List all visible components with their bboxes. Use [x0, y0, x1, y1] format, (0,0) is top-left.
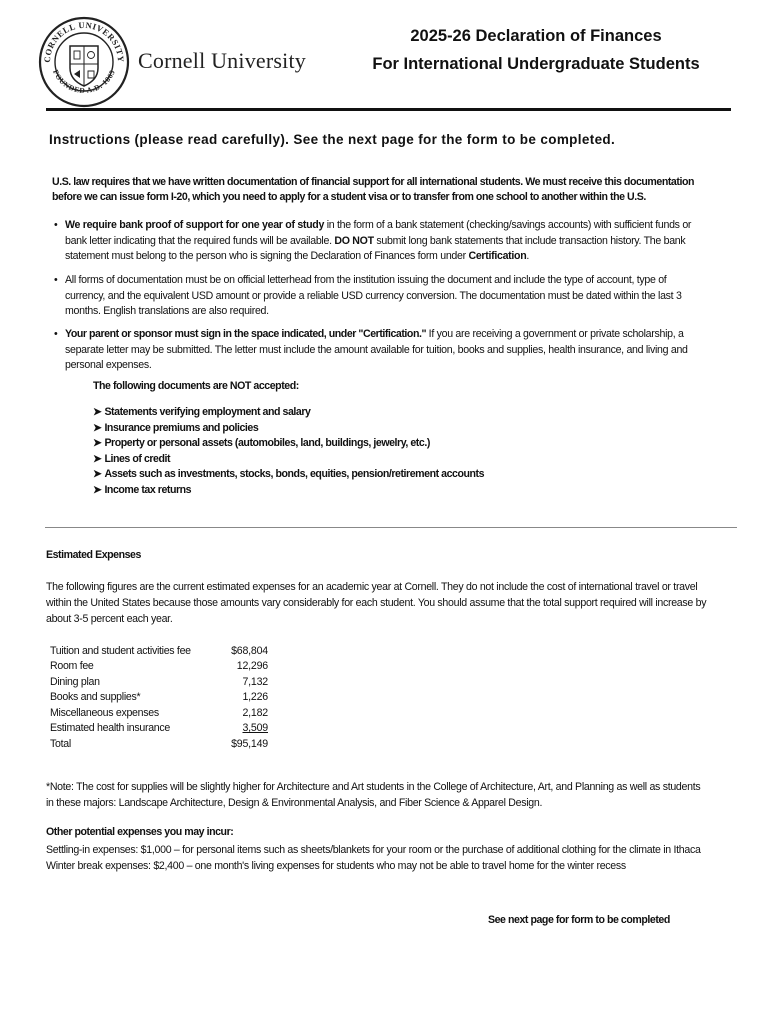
bullet-3-text: If you are receiving a government or private scholarship, a	[426, 328, 684, 340]
expense-value: 3,509	[242, 722, 268, 734]
see-next-page-note: See next page for form to be completed	[488, 914, 670, 926]
not-accepted-text: Income tax returns	[104, 484, 192, 496]
intro-line-1: The following figures are the current estimated expenses for an academic year at Cornell. They do not include the cost of international travel or travel	[46, 581, 698, 593]
bullet-1-text-4: statement must belong to the person who is signing the Declaration of Finances form under	[65, 250, 469, 262]
expense-value: 2,182	[242, 707, 268, 719]
bullet-1-bold: We require bank proof of support for one year of study	[65, 219, 325, 231]
page-title: 2025-26 Declaration of Finances	[410, 27, 662, 45]
arrow-icon: ➤	[93, 484, 102, 496]
expense-total-value: $95,149	[231, 738, 268, 750]
arrow-icon: ➤	[93, 422, 102, 434]
not-accepted-item	[93, 422, 258, 434]
not-accepted-item	[93, 453, 170, 465]
header-divider	[46, 108, 731, 111]
not-accepted-item	[93, 484, 191, 496]
bullet-2-line-2: currency, and the equivalent USD amount or provide a reliable USD currency conversion. The documentation must be dated within the last 3	[65, 289, 682, 302]
expense-value: 1,226	[242, 691, 268, 703]
seal-text-bottom: FOUNDED A.D. 1865	[51, 68, 117, 96]
cornell-seal-icon	[38, 16, 130, 108]
not-accepted-item	[93, 468, 484, 480]
other-line-1: Settling-in expenses: $1,000 – for personal items such as sheets/blankets for your room or the purchase of additional clothing for the climate in Ithaca	[46, 844, 701, 856]
not-accepted-text: Lines of credit	[104, 453, 171, 465]
bullet-1-text-5: .	[526, 250, 530, 262]
bullet-3-line-3: personal expenses.	[65, 359, 152, 371]
bullet-3-bold: Your parent or sponsor must sign in the space indicated, under "Certification."	[65, 328, 427, 340]
other-line-2: Winter break expenses: $2,400 – one month's living expenses for students who may not be able to travel home for the winter recess	[46, 860, 626, 872]
expense-label: Tuition and student activities fee	[50, 645, 191, 657]
intro-line-3: about 3-5 percent each year.	[46, 613, 173, 625]
not-accepted-item	[93, 437, 430, 449]
section-divider	[45, 527, 737, 528]
not-accepted-item	[93, 406, 310, 418]
arrow-icon: ➤	[93, 437, 102, 449]
supplies-note	[46, 779, 738, 811]
instructions-lead	[52, 175, 712, 205]
seal-text-top: CORNELL UNIVERSITY	[41, 19, 127, 63]
not-accepted-text: Statements verifying employment and salary	[104, 406, 311, 418]
expenses-intro	[46, 579, 738, 627]
expense-value: 12,296	[236, 660, 268, 672]
bullet-1-text-3: submit long bank statements that include transaction history. The bank	[373, 234, 686, 247]
expense-label: Room fee	[50, 660, 94, 672]
other-expenses	[46, 842, 738, 874]
note-line-2: in these majors: Landscape Architecture, Design & Environmental Analysis, and Fiber Science & Apparel Design.	[46, 797, 543, 809]
expense-label: Books and supplies*	[50, 691, 141, 703]
bullet-dot: •	[54, 219, 58, 231]
expense-value: 7,132	[242, 676, 268, 688]
note-line-1: *Note: The cost for supplies will be slightly higher for Architecture and Art students in the College of Architecture, Art, and Planning as well as students	[46, 781, 701, 793]
bullet-1-text-2: bank letter indicating that the required funds will be available.	[65, 234, 335, 247]
intro-line-2: within the United States because those amounts vary considerably for each student. You should assume that the total support required will increase by	[46, 597, 707, 609]
expense-total-label: Total	[50, 738, 71, 750]
bullet-3-line-2: separate letter may be submitted. The letter must include the amount available for tuition, books and supplies, health insurance, and living and	[65, 343, 688, 356]
bullet-2-line-3: months. English translations are also required.	[65, 305, 269, 317]
bullet-1-do-not: DO NOT	[334, 234, 374, 247]
expense-value: $68,804	[231, 645, 268, 657]
lead-line-1: U.S. law requires that we have written documentation of financial support for all international students. We must receive this documentation	[52, 176, 694, 188]
bullet-2-line-1: All forms of documentation must be on official letterhead from the institution issuing the document and include the type of account, type of	[65, 274, 667, 286]
arrow-icon: ➤	[93, 468, 102, 480]
bullet-dot: •	[54, 328, 58, 340]
bullet-dot: •	[54, 274, 58, 286]
bullet-1-text: in the form of a bank statement (checking/savings accounts) with sufficient funds or	[324, 219, 692, 231]
lead-line-2: before we can issue form I-20, which you need to apply for a student visa or to transfer from one school to another within the U.S.	[52, 191, 646, 203]
instructions-heading: Instructions (please read carefully). See the next page for the form to be completed.	[49, 132, 616, 147]
arrow-icon: ➤	[93, 406, 102, 418]
not-accepted-heading: The following documents are NOT accepted:	[93, 380, 299, 392]
not-accepted-text: Property or personal assets (automobiles, land, buildings, jewelry, etc.)	[104, 437, 430, 449]
expense-label: Estimated health insurance	[50, 722, 170, 734]
university-name: Cornell University	[138, 48, 306, 73]
page-subtitle: For International Undergraduate Students	[372, 55, 700, 73]
not-accepted-text: Assets such as investments, stocks, bonds, equities, pension/retirement accounts	[104, 468, 485, 480]
other-expenses-heading: Other potential expenses you may incur:	[46, 826, 234, 838]
not-accepted-text: Insurance premiums and policies	[104, 422, 259, 434]
expense-label: Dining plan	[50, 676, 100, 688]
bullet-1-certification: Certification	[468, 250, 527, 262]
expense-label: Miscellaneous expenses	[50, 707, 159, 719]
arrow-icon: ➤	[93, 453, 102, 465]
expenses-heading: Estimated Expenses	[46, 549, 141, 561]
